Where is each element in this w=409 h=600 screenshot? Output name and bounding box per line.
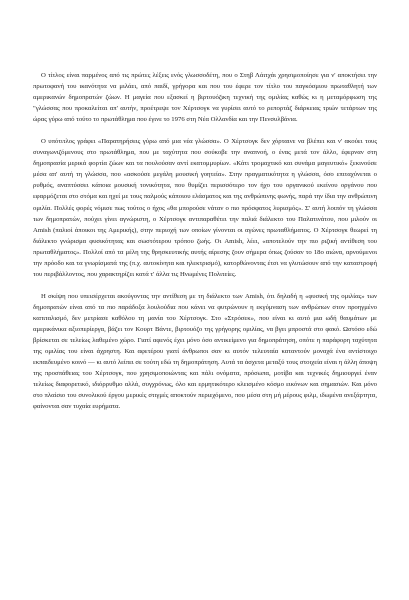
document-body xyxy=(33,70,377,412)
paragraph-2: O υπότιτλος γράφει «Παρατηρήσεις γύρω από μια νέα γλώσσα». O Χέρτσογκ δεν χόρταινε να βλέπει και ν' ακούει τους συναγωνιζόμενους στο πρωτάθλημα, που με ταχύτητα που σούκοβε την αναπνοή, ο ένας μετά τον άλλο, έφερναν στη δημοπρασία μερικά φορτία ζώων και τα πουλούσαν αντί εκατομμυρίων. «Κάτι τρομαχτικό και συνάμα μαγευτικό» ξεκινούσε μέσα απ' αυτή τη γλώσσα, που «ασκούσε μεγάλη μουσική γοητεία». Στην πραγματικότητα η γλώσσα, όσο επιταχύνεται ο ρυθμός, αναπτύσσει κάποια μουσική τονικότητα, που θυμίζει περισσότερο τον ήχο του οργανικού εκείνου οργάνου που εφαρμόζεται στο στόμα και ηχεί με τους παλμούς κάποιου ελάσματος και της ανθρώπινης φωνής, παρά την ίδια την ανθρώπινη ομιλία. Πολλές φορές νόμισε πως τούτος ο ήχος «θα μπορούσε νάταν ο πιο πρόσφατος λυρισμός». Σ' αυτή λοιπόν τη γλώσσα των δημοπρατών, πούχει γίνει αγνώριστη, ο Χέρτσογκ αντιπαραθέτει την παλιά διάλεκτο του Παλατινάτου, που μιλούν οι Amish (παλιοί άποικοι της Αμερικής), στην περιοχή των οποίων γίνονται οι αγώνες πρωταθλήματος. O Χέρτσογκ θεωρεί τη διάλεκτο γνώρισμα φυσικότητας και σωστότερου τρόπου ζωής. Οι Amish, λέει, «αποτελούν την πιο ριζική αντίθεση του πρωταθλήματος». Πολλοί από τα μέλη της θρησκευτικής αυτής αίρεσης ζουν σήμερα όπως ζούσαν το 18ο αιώνα, αρνούμενοι την πρόοδο και τα γνωρίσματά της (π.χ. αυτοκίνητα και ηλεκτρισμό), κατορθώνοντας έτσι να γλυτώσουν από την καταστροφή του περιβάλλοντος, που χαρακτηρίζει κατά τ' άλλα τις Ηνωμένες Πολιτείες. xyxy=(33,138,377,278)
paragraph-1: O τίτλος είναι παρμένος από τις πρώτες λέξεις ενός γλωσσοδέτη, που ο Στηβ Λάιτχάι χρησιμοποίησε για ν' αποκτήσει την πρωτοφανή του ικανότητα να μιλάει, από παιδί, γρήγορα και που του έφερε τον τίτλο του παγκόσμιου πρωταθλητή των αμερικανών δημοπρατών ζώων. Η μαγεία που εξασκεί η βιρτουόζικη τεχνική της ομιλίας καθώς κι η μεταμόρφωση της "γλώσσας που προκαλείται απ' αυτήν, προέτρεψε τον Χέρτσογκ να γυρίσει αυτό το ρεπορτάζ διάρκειας τριών τετάρτων της ώρας γύρω από τούτο το πρωτάθλημα που έγινε το 1976 στη Νέα Ολλανδία και την Πενσυλβάνια. xyxy=(33,72,377,124)
paragraph-3: H σκέψη που υπεισέρχεται ακούγοντας την αντίθεση με τη διάλεκτο των Amish, ότι δηλαδή η «φυσική της ομιλίας» των δημοπρατών είναι από τα πιο παράδοξα λουλούδια που κάνει να φυτρώνουν η εκγύμναση των ανθρώπων στον προηγμένο καπιταλισμό, δεν μετρίασε καθόλου τη μανία του Χέρτσογκ. Στο «Στρόσεκ», που είναι κι αυτό μια ωδή θαυμάτων με αμερικάνικα αξιοπερίεργα, βάζει τον Κουρτ Βάντε, βιρτουόζο της γρήγορης ομιλίας, να βγει μπροστά στο φακό. Ωστόσο εδώ βρίσκεται σε τελείως λαθεμένο χώρο. Γιατί αφενός έχει μόνο όσο αντικείμενο για δημοπράτηση, οπότε η παράφορη ταχύτητα της ομιλίας του είναι άχρηστη. Και αφετέρου γιατί άνθρωποι σαν κι αυτόν τελευταία καταντούν μοναχά ένα αντίστοιχο εκπαιδευμένο κοινό — κι αυτό λείπει σε τούτη εδώ τη δημοπράτηση. Αυτά τα άσχετα μεταξύ τους στοιχεία είναι η άλλη άποψη της προσπάθειας του Χέρτσογκ, που χρησιμοποιώντας και πάλι ονόματα, πρόσωπα, μοτίβα και τεχνικές δημιουργεί έναν τελείως διαφορετικό, ιδιόρρυθμο αλλά, συγχρόνως, όλο και ερμητικότερο κλεισμένο κόσμο εικόνων και σημασιών. Και μόνο στο πλαίσιο του συνολικού έργου μερικές στιγμές αποκτούν περιεχόμενο, που μέσα στη μή μέρους φιλμ, ιδωμένα ανεξάρτητα, φαίνονται σαν τυχαία ευρήματα. xyxy=(33,292,377,411)
